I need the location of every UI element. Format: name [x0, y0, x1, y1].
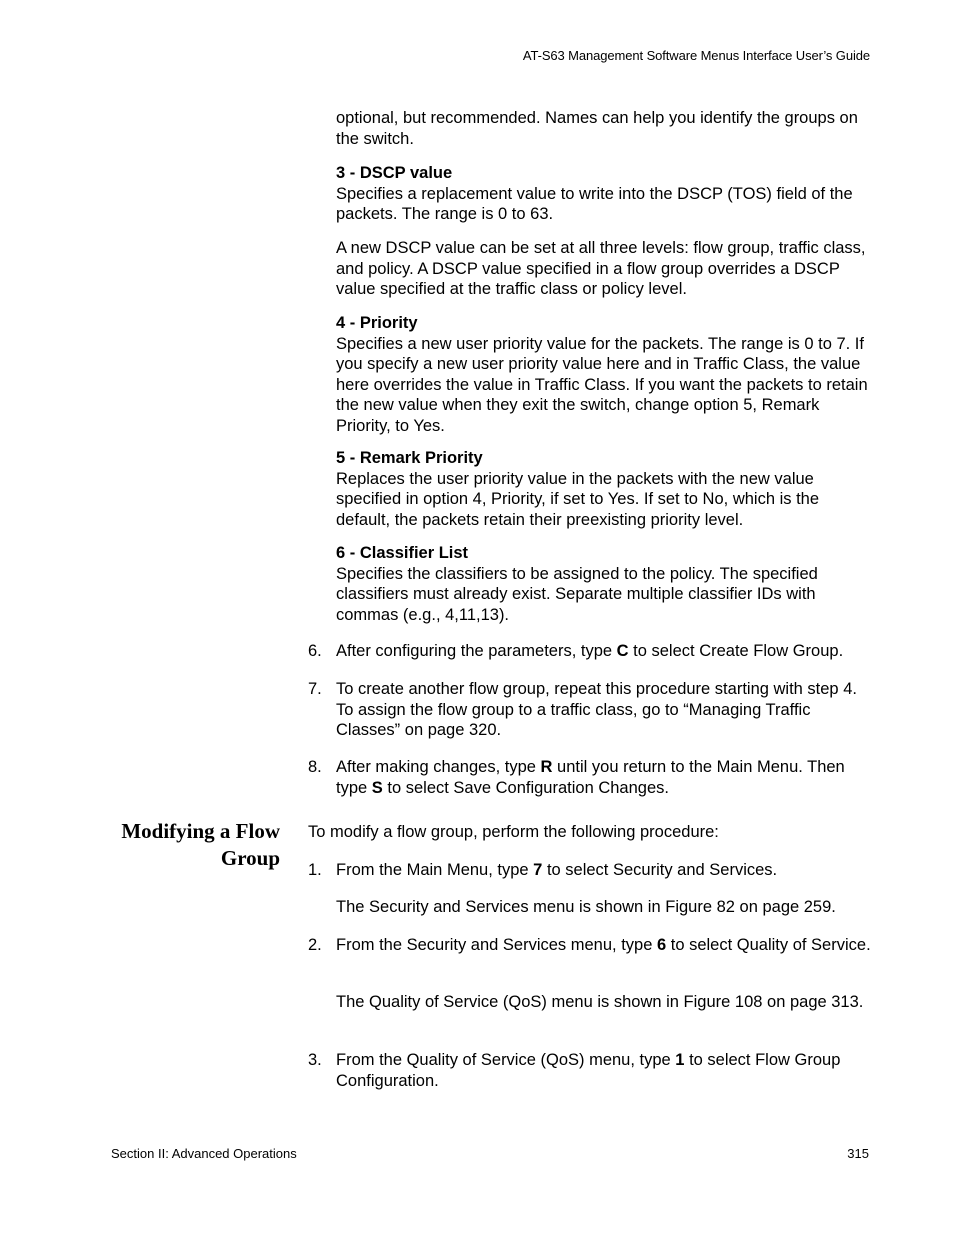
step-number: 3. — [308, 1051, 322, 1069]
step-text: From the Quality of Service (QoS) menu, type 1 to select Flow Group Configuration. — [336, 1051, 841, 1090]
footer-section: Section II: Advanced Operations — [111, 1146, 297, 1161]
step-text: After making changes, type R until you return to the Main Menu. Then type S to select Save Configuration Changes. — [336, 758, 845, 797]
running-header: AT-S63 Management Software Menus Interface User’s Guide — [522, 48, 870, 63]
step-number: 1. — [308, 861, 322, 879]
step-text: From the Security and Services menu, type 6 to select Quality of Service. — [336, 936, 871, 954]
option-description: Replaces the user priority value in the packets with the new value specified in option 4, Priority, if set to Yes. If set to No, which is the default, the packets retain their preexisting priority level. — [336, 469, 820, 529]
step-text: From the Main Menu, type 7 to select Security and Services. — [336, 861, 778, 879]
option-term: 3 - DSCP value — [336, 164, 453, 182]
option-classifier-list — [336, 543, 871, 625]
page-number: 315 — [847, 1146, 869, 1161]
section-heading: Modifying a Flow Group — [121, 819, 280, 870]
step-number: 2. — [308, 936, 322, 954]
step-note: The Security and Services menu is shown in Figure 82 on page 259. — [336, 898, 836, 916]
option-priority — [336, 313, 871, 436]
step-number: 6. — [308, 642, 322, 660]
step-text: To create another flow group, repeat this procedure starting with step 4. To assign the flow group to a traffic class, go to “Managing Traffic Classes” on page 320. — [336, 680, 857, 739]
option-term: 5 - Remark Priority — [336, 449, 483, 467]
option-dscp-note: A new DSCP value can be set at all three levels: flow group, traffic class, and policy. A DSCP value specified in a flow group overrides a DSCP value specified at the traffic class or policy level. — [336, 239, 866, 298]
option-description: Specifies the classifiers to be assigned to the policy. The specified classifiers must already exist. Separate multiple classifier IDs with commas (e.g., 4,11,13). — [336, 564, 818, 624]
continued-paragraph: optional, but recommended. Names can help you identify the groups on the switch. — [336, 109, 858, 148]
step-text: After configuring the parameters, type C to select Create Flow Group. — [336, 642, 844, 660]
option-dscp — [336, 163, 871, 225]
option-description: Specifies a new user priority value for the packets. The range is 0 to 7. If you specify a new user priority value here and in Traffic Class, the value here overrides the value in Traffic Class. If you want the packets to retain the new value when they exit the switch, change option 5, Remark Priority, to Yes. — [336, 334, 868, 435]
step-note: The Quality of Service (QoS) menu is shown in Figure 108 on page 313. — [336, 993, 864, 1011]
option-description: Specifies a replacement value to write into the DSCP (TOS) field of the packets. The range is 0 to 63. — [336, 184, 853, 223]
option-remark-priority — [336, 448, 871, 530]
option-term: 6 - Classifier List — [336, 544, 469, 562]
section-intro: To modify a flow group, perform the following procedure: — [308, 823, 719, 841]
step-number: 8. — [308, 758, 322, 776]
option-term: 4 - Priority — [336, 314, 418, 332]
step-number: 7. — [308, 680, 322, 698]
